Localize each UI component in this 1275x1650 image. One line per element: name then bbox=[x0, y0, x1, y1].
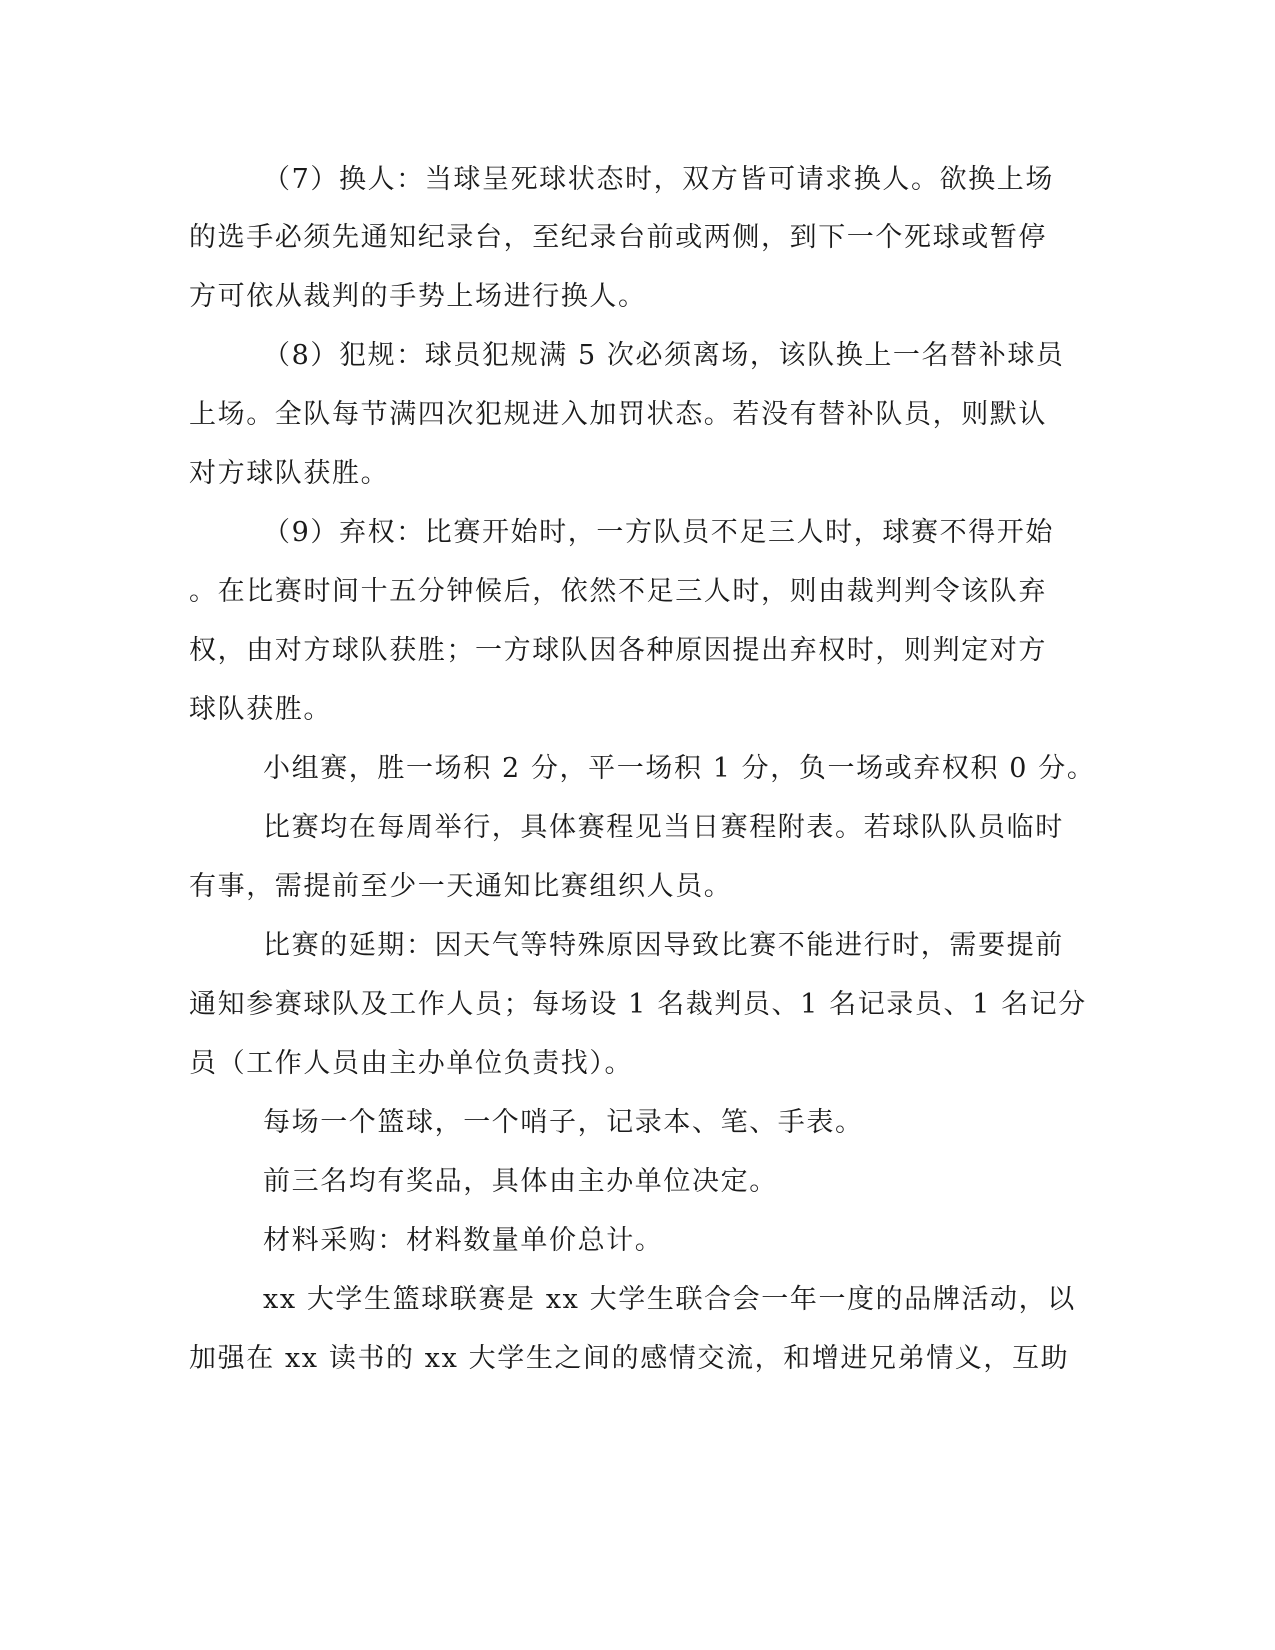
rule-7-line-2: 的选手必须先通知纪录台，至纪录台前或两侧，到下一个死球或暂停 bbox=[189, 222, 1047, 253]
scoring-paragraph: 小组赛，胜一场积 2 分，平一场积 1 分，负一场或弃权积 0 分。 bbox=[263, 753, 1096, 784]
rule-8-line-2: 上场。全队每节满四次犯规进入加罚状态。若没有替补队员，则默认 bbox=[189, 399, 1047, 430]
equipment-paragraph: 每场一个篮球，一个哨子，记录本、笔、手表。 bbox=[263, 1107, 864, 1138]
schedule-line-1: 比赛均在每周举行，具体赛程见当日赛程附表。若球队队员临时 bbox=[263, 812, 1064, 843]
procurement-paragraph: 材料采购：材料数量单价总计。 bbox=[263, 1225, 664, 1256]
postponement-line-1: 比赛的延期：因天气等特殊原因导致比赛不能进行时，需要提前 bbox=[263, 930, 1064, 961]
league-intro-line-1: xx 大学生篮球联赛是 xx 大学生联合会一年一度的品牌活动，以 bbox=[263, 1284, 1076, 1315]
postponement-line-2: 通知参赛球队及工作人员；每场设 1 名裁判员、1 名记录员、1 名记分 bbox=[189, 989, 1087, 1020]
league-intro-line-2: 加强在 xx 读书的 xx 大学生之间的感情交流，和增进兄弟情义，互助 bbox=[189, 1343, 1070, 1374]
rule-9-line-2: 。在比赛时间十五分钟候后，依然不足三人时，则由裁判判令该队弃 bbox=[189, 576, 1047, 607]
rule-8-line-1: （8）犯规：球员犯规满 5 次必须离场，该队换上一名替补球员 bbox=[263, 340, 1065, 371]
rule-8-line-3: 对方球队获胜。 bbox=[189, 458, 390, 489]
rule-9-line-1: （9）弃权：比赛开始时，一方队员不足三人时，球赛不得开始 bbox=[263, 517, 1054, 548]
rule-7-line-1: （7）换人：当球呈死球状态时，双方皆可请求换人。欲换上场 bbox=[263, 164, 1054, 195]
schedule-line-2: 有事，需提前至少一天通知比赛组织人员。 bbox=[189, 871, 733, 902]
rule-7-line-3: 方可依从裁判的手势上场进行换人。 bbox=[189, 281, 647, 312]
prizes-paragraph: 前三名均有奖品，具体由主办单位决定。 bbox=[263, 1166, 778, 1197]
rule-9-line-4: 球队获胜。 bbox=[189, 694, 332, 725]
postponement-line-3: 员（工作人员由主办单位负责找）。 bbox=[189, 1048, 634, 1079]
rule-9-line-3: 权，由对方球队获胜；一方球队因各种原因提出弃权时，则判定对方 bbox=[189, 635, 1047, 666]
